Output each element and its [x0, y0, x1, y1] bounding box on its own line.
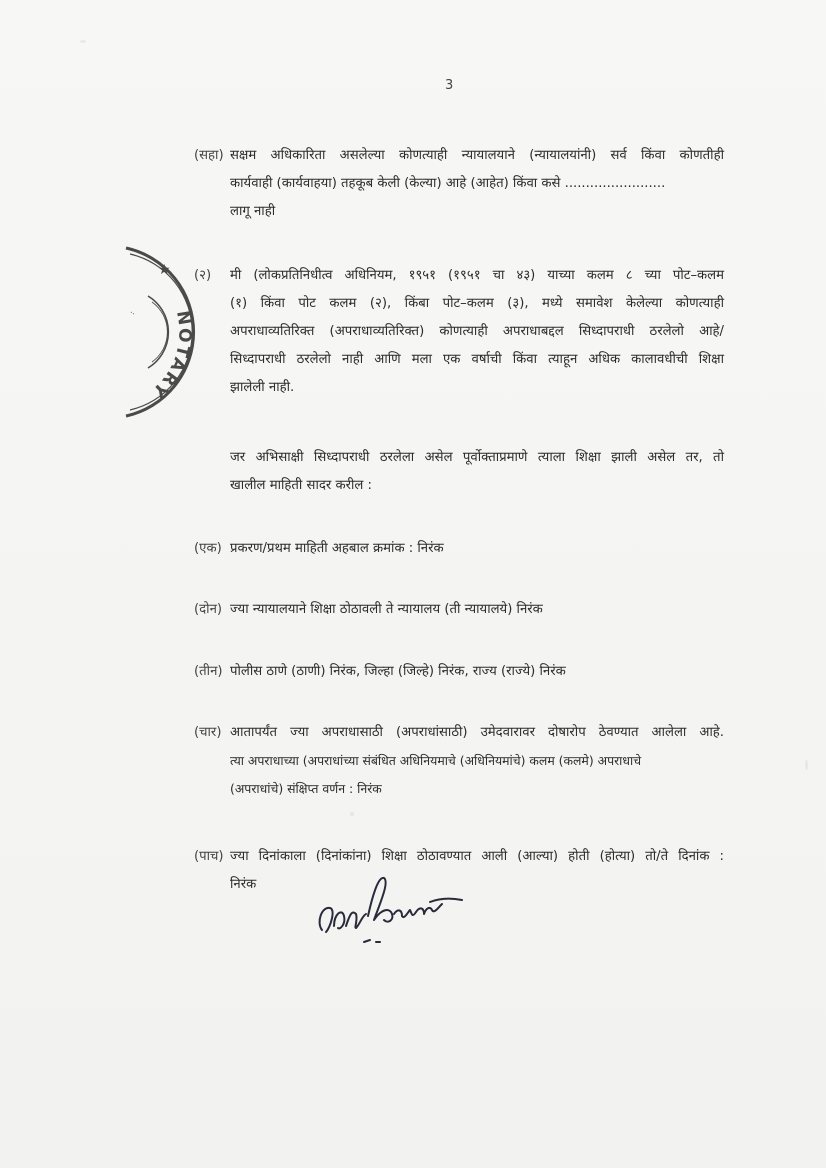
signature	[312, 868, 472, 948]
text-line: निरंक	[230, 877, 257, 892]
section-marker: (दोन)	[194, 602, 223, 617]
text-line: झालेली नाही.	[230, 380, 295, 395]
text-line: (अपराधांचे) संक्षिप्त वर्णन : निरंक	[230, 781, 382, 796]
text-line: जर अभिसाक्षी सिध्दापराधी ठरलेला असेल पूर्वोक्ताप्रमाणे त्याला शिक्षा झाली असेल तर, तो	[230, 450, 724, 465]
text-line: लागू नाही	[230, 204, 276, 219]
seal-text: NOTARY	[147, 309, 195, 403]
section-marker: (एक)	[194, 541, 222, 556]
text-line: कार्यवाही (कार्यवाहया) तहकूब केली (केल्या) आहे (आहेत) किंवा कसे ........................	[230, 176, 666, 191]
section-text	[230, 535, 724, 563]
section-text	[230, 843, 724, 899]
section-2	[194, 262, 724, 402]
section-ek	[194, 535, 724, 563]
section-text	[230, 596, 724, 624]
text-line: मी (लोकप्रतिनिधीत्व अधिनियम, १९५१ (१९५१ चा ४३) याच्या कलम ८ च्या पोट–कलम	[230, 268, 724, 283]
paper-speck	[350, 812, 354, 816]
section-don	[194, 596, 724, 624]
text-line: (१) किंवा पोट कलम (२), किंबा पोट–कलम (३), मध्ये समावेश केलेल्या कोणत्याही	[230, 296, 724, 311]
text-line: ज्या न्यायालयाने शिक्षा ठोठावली ते न्यायालय (ती न्यायालये) निरंक	[230, 602, 543, 617]
text-line: सक्षम अधिकारिता असलेल्या कोणत्याही न्यायालयाने (न्यायालयांनी) सर्व किंवा कोणतीही	[230, 148, 724, 163]
text-line: आतापर्यंत ज्या अपराधासाठी (अपराधांसाठी) उमेदवारावर दोषारोप ठेवण्यात आलेला आहे.	[230, 725, 724, 740]
section-text	[230, 262, 724, 402]
text-line: अपराधाव्यतिरिक्त (अपराधाव्यतिरिक्त) कोणत्याही अपराधाबद्दल सिध्दापराधी ठरलेलो आहे/	[230, 324, 724, 339]
text-line: त्या अपराधाच्या (अपराधांच्या संबंधित अधिनियमाचे (अधिनियमांचे) कलम (कलमे) अपराधाचे	[230, 753, 642, 768]
section-marker: (चार)	[194, 725, 222, 740]
text-line: खालील माहिती सादर करील :	[230, 478, 372, 493]
section-marker: (तीन)	[194, 664, 223, 679]
text-line: प्रकरण/प्रथम माहिती अहबाल क्रमांक : निरंक	[230, 541, 444, 556]
svg-text:★: ★	[158, 262, 171, 278]
text-line: पोलीस ठाणे (ठाणी) निरंक, जिल्हा (जिल्हे) निरंक, राज्य (राज्ये) निरंक	[230, 664, 566, 679]
convicted-intro	[194, 444, 724, 500]
section-text	[230, 142, 724, 226]
section-text	[230, 444, 724, 500]
section-char	[194, 719, 724, 803]
text-line: ज्या दिनांकाला (दिनांकांना) शिक्षा ठोठावण्यात आली (आल्या) होती (होत्या) तो/ते दिनांक :	[230, 849, 724, 864]
section-teen	[194, 658, 724, 686]
paper-speck	[80, 40, 86, 43]
section-marker: (सहा)	[194, 148, 224, 163]
section-text	[230, 719, 724, 803]
text-line: सिध्दापराधी ठरलेलो नाही आणि मला एक वर्षाची किंवा त्याहून अधिक कालावधीची शिक्षा	[230, 352, 724, 367]
section-marker: (२)	[194, 268, 212, 283]
page-number: 3	[445, 78, 454, 93]
svg-text:..: ..	[128, 306, 139, 317]
section-saha	[194, 142, 724, 226]
section-text	[230, 658, 724, 686]
svg-text:NOTARY	[147, 309, 195, 402]
paper-speck	[805, 760, 808, 770]
section-marker: (पाच)	[194, 849, 224, 864]
